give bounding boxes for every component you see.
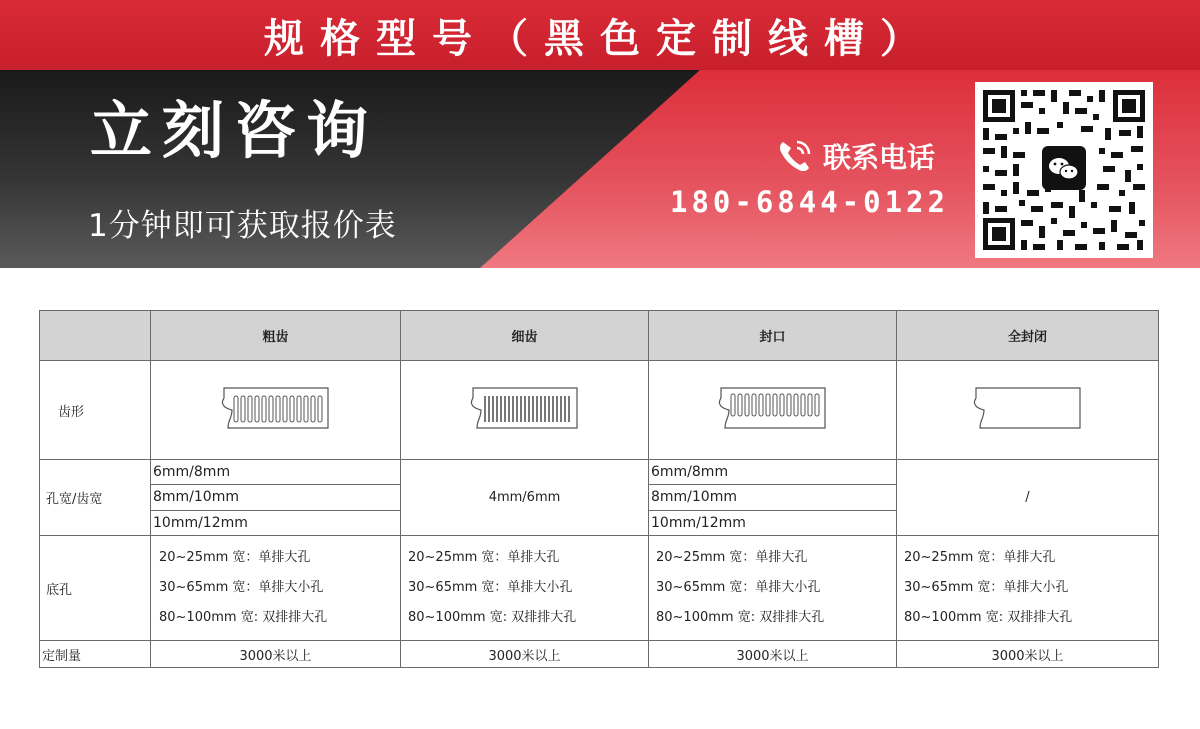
hole-spec: 80~100mm 宽: 双排排大孔 — [656, 610, 825, 625]
hole-spec: 30~65mm 宽：单排大小孔 — [656, 580, 821, 595]
qty-cell: 3000米以上 — [151, 641, 401, 668]
fine-tooth-profile — [401, 361, 649, 460]
fine-hole-cell — [401, 536, 649, 641]
hole-spec: 80~100mm 宽: 双排排大孔 — [159, 610, 328, 625]
table-header-row — [40, 311, 1159, 361]
table-row — [40, 460, 1159, 536]
size-option: 8mm/10mm — [649, 485, 896, 510]
size-option: 6mm/8mm — [151, 460, 400, 485]
closed-size-cell: / — [897, 460, 1159, 536]
phone-icon — [775, 138, 815, 174]
hole-spec: 80~100mm 宽: 双排排大孔 — [904, 610, 1073, 625]
table-row — [40, 641, 1159, 668]
row-label-text: 齿形 — [58, 404, 85, 420]
table-header-cell — [40, 311, 151, 361]
title-bar — [0, 0, 1200, 70]
hole-spec: 20~25mm 宽：单排大孔 — [408, 550, 560, 565]
page-title: 规格型号（黑色定制线槽） — [264, 15, 936, 62]
fully-closed-profile — [897, 361, 1159, 460]
spec-table — [39, 310, 1159, 668]
size-option: 6mm/8mm — [649, 460, 896, 485]
qty-cell: 3000米以上 — [401, 641, 649, 668]
table-header-cell: 封口 — [649, 311, 897, 361]
hole-spec: 30~65mm 宽：单排大小孔 — [904, 580, 1069, 595]
table-header-cell: 全封闭 — [897, 311, 1159, 361]
size-option: 8mm/10mm — [151, 485, 400, 510]
sealed-profile — [649, 361, 897, 460]
row-label — [40, 361, 151, 460]
size-option: 10mm/12mm — [651, 514, 746, 531]
qty-cell: 3000米以上 — [649, 641, 897, 668]
row-label: 孔宽/齿宽 — [40, 460, 151, 536]
hole-spec: 30~65mm 宽：单排大小孔 — [408, 580, 573, 595]
fine-size-cell: 4mm/6mm — [401, 460, 649, 536]
spec-table-wrap — [39, 310, 1158, 666]
hole-spec: 20~25mm 宽：单排大孔 — [159, 550, 311, 565]
sealed-hole-cell — [649, 536, 897, 641]
row-label: 定制量 — [40, 641, 151, 668]
phone-number[interactable]: 180-6844-0122 — [670, 185, 949, 219]
hole-spec: 80~100mm 宽: 双排排大孔 — [408, 610, 577, 625]
contact-label — [775, 136, 935, 176]
qr-code-graphic — [979, 86, 1149, 254]
closed-hole-cell — [897, 536, 1159, 641]
table-row — [40, 536, 1159, 641]
sealed-size-cell — [649, 460, 897, 536]
size-option: 10mm/12mm — [153, 514, 248, 531]
hole-spec: 20~25mm 宽：单排大孔 — [904, 550, 1056, 565]
coarse-tooth-profile — [151, 361, 401, 460]
consult-banner — [0, 70, 1200, 268]
qty-cell: 3000米以上 — [897, 641, 1159, 668]
table-row — [40, 361, 1159, 460]
cta-title: 立刻咨询 — [90, 94, 379, 167]
hole-spec: 20~25mm 宽：单排大孔 — [656, 550, 808, 565]
hole-spec: 30~65mm 宽：单排大小孔 — [159, 580, 324, 595]
table-header-cell: 粗齿 — [151, 311, 401, 361]
wechat-qr-icon[interactable] — [975, 82, 1153, 258]
cta-subtitle: 1分钟即可获取报价表 — [88, 208, 397, 244]
contact-label-text: 联系电话 — [823, 141, 936, 174]
table-header-cell: 细齿 — [401, 311, 649, 361]
row-label: 底孔 — [40, 536, 151, 641]
coarse-size-cell — [151, 460, 401, 536]
coarse-hole-cell — [151, 536, 401, 641]
